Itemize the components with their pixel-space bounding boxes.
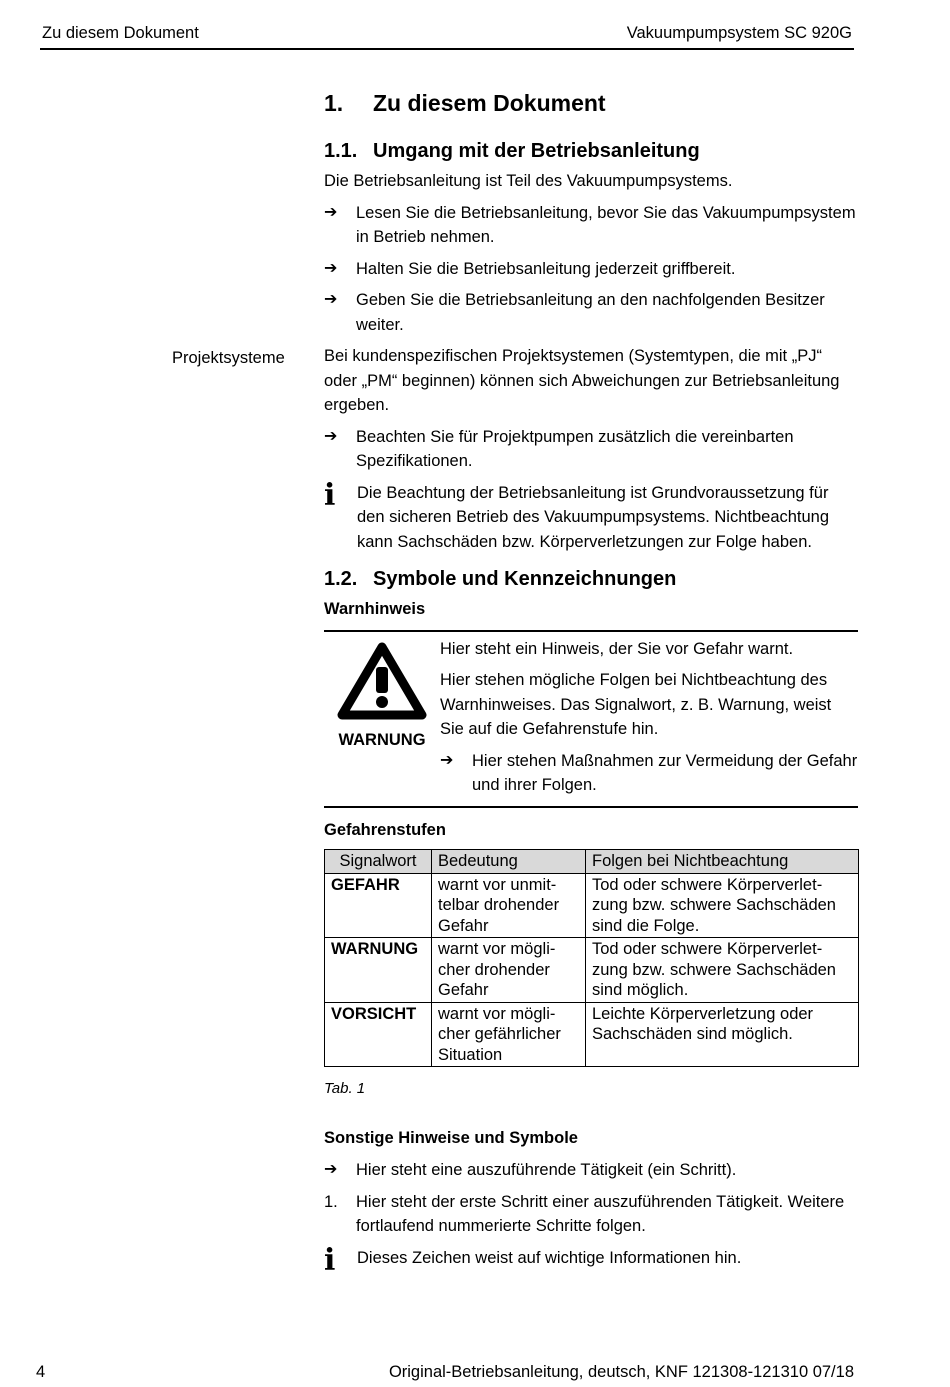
warning-box <box>324 630 858 808</box>
table-cell-consequence: Tod oder schwere Körperverletzung bzw. schwere Sachschäden sind möglich. <box>586 938 859 1003</box>
list-item <box>324 288 858 337</box>
warning-triangle-icon <box>336 641 428 721</box>
warning-label: WARNUNG <box>338 731 426 749</box>
footer-document-info: Original-Betriebsanleitung, deutsch, KNF 121308-121310 07/18 <box>388 1363 854 1381</box>
list-item-text: Hier steht eine auszuführende Tätigkeit (ein Schritt). <box>356 1161 737 1179</box>
table-cell-signal: VORSICHT <box>325 1002 432 1067</box>
section-title: Symbole und Kennzeichnungen <box>373 568 677 590</box>
list-item-text: Halten Sie die Betriebsanleitung jederzeit griffbereit. <box>356 259 736 278</box>
table-header-cell: Folgen bei Nichtbeachtung <box>586 850 859 874</box>
section-number: 1.2. <box>324 568 358 590</box>
header-divider <box>40 48 854 50</box>
danger-levels-table <box>324 849 859 1067</box>
table-cell-meaning: warnt vor möglicher drohender Gefahr <box>432 938 586 1003</box>
section-title: Umgang mit der Betriebsanleitung <box>373 140 700 162</box>
section-1-1-heading <box>324 136 858 166</box>
other-symbols-heading: Sonstige Hinweise und Symbole <box>324 1128 578 1147</box>
arrow-right-icon: ➔ <box>324 291 338 308</box>
warning-text-column <box>440 637 858 802</box>
list-item <box>324 201 858 250</box>
section-number: 1.1. <box>324 140 358 162</box>
main-content <box>324 84 858 1283</box>
arrow-right-icon: ➔ <box>324 427 338 445</box>
table-cell-signal: GEFAHR <box>325 873 432 938</box>
warnhinweis-heading: Warnhinweis <box>324 600 426 618</box>
table-row <box>325 1002 859 1067</box>
warning-line-1: Hier steht ein Hinweis, der Sie vor Gefahr warnt. <box>440 639 794 658</box>
table-cell-meaning: warnt vor unmittelbar drohender Gefahr <box>432 873 586 938</box>
info-note <box>324 1242 858 1278</box>
arrow-right-icon: ➔ <box>324 203 338 221</box>
header-left: Zu diesem Dokument <box>42 24 199 42</box>
table-row <box>325 873 859 938</box>
info-note-text: Dieses Zeichen weist auf wichtige Informationen hin. <box>357 1248 742 1267</box>
warning-line-2: Hier stehen mögliche Folgen bei Nichtbeachtung des Warnhinweises. Das Signalwort, z. B. Warnung, weist Sie auf die Gefahrenstufe hin. <box>440 671 832 738</box>
list-item-text: Geben Sie die Betriebsanleitung an den nachfolgenden Besitzer weiter. <box>356 291 825 334</box>
warning-symbol-column <box>324 637 440 802</box>
intro-paragraph: Die Betriebsanleitung ist Teil des Vakuumpumpsystems. <box>324 172 733 190</box>
list-item-text: Hier stehen Maßnahmen zur Vermeidung der Gefahr und ihrer Folgen. <box>472 751 858 794</box>
section-1-2-heading <box>324 564 858 594</box>
section-title: Zu diesem Dokument <box>373 90 606 116</box>
numbered-step <box>324 1190 858 1239</box>
table-cell-consequence: Leichte Körperverletzung oder Sachschäden sind möglich. <box>586 1002 859 1067</box>
gefahrenstufen-heading: Gefahrenstufen <box>324 820 446 839</box>
list-item <box>440 749 858 798</box>
page-number: 4 <box>36 1363 46 1381</box>
projekt-paragraph: Bei kundenspezifischen Projektsystemen (Systemtypen, die mit „PJ“ oder „PM“ beginnen) können sich Abweichungen zur Betriebsanleitung ergeben. <box>324 347 840 414</box>
list-item-text: Lesen Sie die Betriebsanleitung, bevor Sie das Vakuumpumpsystem in Betrieb nehmen. <box>356 203 856 246</box>
section-1-heading <box>324 84 858 122</box>
table-header-cell: Bedeutung <box>432 850 586 874</box>
info-icon: i <box>324 477 336 513</box>
step-text: Hier steht der erste Schritt einer auszuführenden Tätigkeit. Weitere fortlaufend nummerierte Schritte folgen. <box>356 1192 845 1235</box>
info-note-text: Die Beachtung der Betriebsanleitung ist Grundvoraussetzung für den sicheren Betrieb des Vakuumpumpsystems. Nichtbeachtung kann Sachschäden bzw. Körperverletzungen zur Folge haben. <box>357 483 830 551</box>
arrow-right-icon: ➔ <box>324 1161 338 1178</box>
info-icon: i <box>324 1242 336 1278</box>
table-row <box>325 938 859 1003</box>
arrow-right-icon: ➔ <box>440 751 454 769</box>
table-cell-consequence: Tod oder schwere Körperverletzung bzw. schwere Sachschäden sind die Folge. <box>586 873 859 938</box>
list-item-text: Beachten Sie für Projektpumpen zusätzlich die vereinbarten Spezifikationen. <box>356 427 794 470</box>
table-cell-signal: WARNUNG <box>325 938 432 1003</box>
table-header-cell: Signalwort <box>325 850 432 874</box>
table-header-row <box>325 850 859 874</box>
list-item <box>324 1158 858 1183</box>
info-note <box>324 477 858 555</box>
list-item <box>324 257 858 282</box>
table-cell-meaning: warnt vor möglicher gefährlicher Situation <box>432 1002 586 1067</box>
arrow-right-icon: ➔ <box>324 259 338 277</box>
section-number: 1. <box>324 90 344 116</box>
table-caption: Tab. 1 <box>324 1080 366 1097</box>
header-right: Vakuumpumpsystem SC 920G <box>626 24 852 42</box>
step-number: 1. <box>324 1192 338 1211</box>
margin-label-projektsysteme: Projektsysteme <box>172 349 285 367</box>
list-item <box>324 425 858 474</box>
